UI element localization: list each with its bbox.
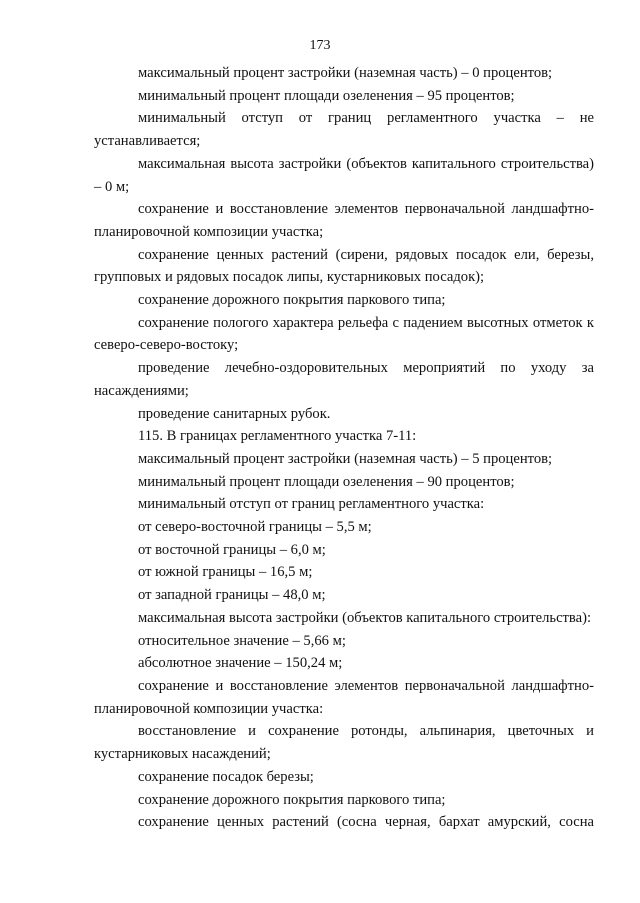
paragraph: максимальная высота застройки (объектов капитального строительства): (138, 609, 592, 626)
paragraph: минимальный отступ от границ регламентного участка – не устанавливается; (94, 110, 594, 150)
paragraph: абсолютное значение – 150,24 м; (138, 655, 343, 672)
paragraph: сохранение и восстановление элементов первоначальной ландшафтно-планировочной композиции участка: (94, 677, 594, 717)
paragraph: относительное значение – 5,66 м; (138, 632, 346, 649)
paragraph: от западной границы – 48,0 м; (138, 587, 326, 604)
paragraph: от южной границы – 16,5 м; (138, 564, 313, 581)
paragraph: сохранение и восстановление элементов первоначальной ландшафтно-планировочной композиции участка; (94, 201, 594, 240)
paragraph: сохранение дорожного покрытия паркового типа; (138, 292, 446, 309)
paragraph: минимальный отступ от границ регламентного участка: (138, 496, 485, 513)
paragraph: сохранение посадок березы; (138, 768, 314, 785)
paragraph: максимальный процент застройки (наземная часть) – 5 процентов; (138, 450, 553, 467)
paragraph: сохранение дорожного покрытия паркового типа; (138, 791, 446, 808)
paragraph: сохранение ценных растений (сосна черная, бархат амурский, сосна (138, 814, 594, 831)
paragraph: минимальный процент площади озеленения – 90 процентов; (138, 473, 515, 490)
paragraph: проведение санитарных рубок. (138, 405, 331, 422)
paragraph: от восточной границы – 6,0 м; (138, 541, 326, 558)
paragraph: от северо-восточной границы – 5,5 м; (138, 519, 372, 536)
paragraph: 115. В границах регламентного участка 7-11: (138, 428, 417, 445)
paragraph: восстановление и сохранение ротонды, альпинария, цветочных и кустарниковых насаждений; (94, 723, 594, 763)
paragraph: максимальный процент застройки (наземная часть) – 0 процентов; (138, 65, 553, 81)
paragraph: сохранение ценных растений (сирени, рядовых посадок ели, березы, групповых и рядовых посадок липы, кустарниковых посадок); (94, 246, 594, 286)
paragraph: минимальный процент площади озеленения – 95 процентов; (138, 87, 515, 104)
paragraph: проведение лечебно-оздоровительных мероприятий по уходу за насаждениями; (94, 360, 594, 399)
paragraph: сохранение пологого характера рельефа с падением высотных отметок к северо-северо-востоку; (94, 314, 594, 354)
page-number: 173 (309, 38, 331, 53)
paragraph: максимальная высота застройки (объектов капитального строительства) – 0 м; (94, 155, 594, 195)
document-body (94, 62, 594, 834)
